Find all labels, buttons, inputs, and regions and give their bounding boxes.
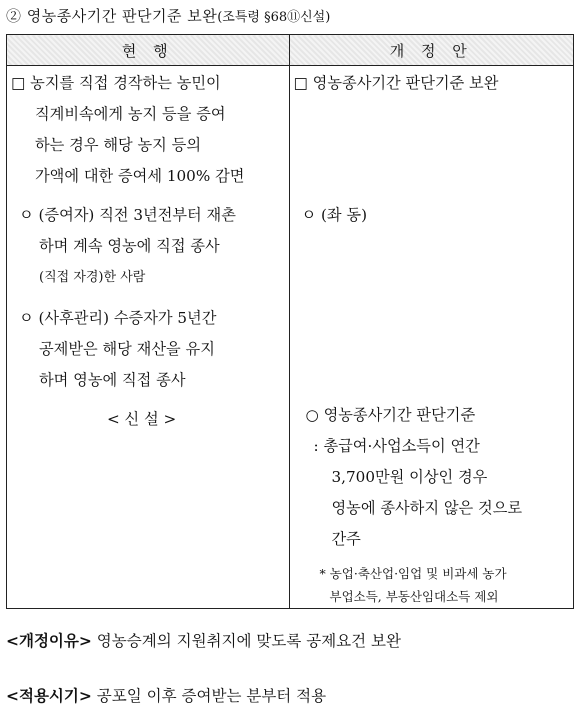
proposed-item-3: [306, 400, 523, 555]
section-title: [6, 5, 330, 26]
revision-reason: [6, 629, 401, 651]
proposed-item-2: [302, 200, 368, 231]
effective-date-text: 공포일 이후 증여받는 분부터 적용: [91, 687, 327, 705]
current-item-1-line: 가액에 대한 증여세 100% 감면: [35, 167, 245, 185]
proposed-item-2-line: ㅇ (좌 동): [301, 206, 368, 224]
current-item-2-line: (직접 자경)한 사람: [39, 270, 146, 285]
proposed-item-1: [294, 68, 499, 99]
table-header-row: [7, 35, 574, 66]
proposed-column: [289, 66, 574, 609]
proposed-item-3-line: 간주: [331, 530, 361, 548]
current-item-1-line: □ 농지를 직접 경작하는 농민이: [11, 74, 221, 92]
comparison-table: [6, 34, 574, 609]
current-item-3-line: 하며 영농에 직접 종사: [39, 371, 186, 389]
current-item-3: [19, 303, 216, 396]
current-item-2-line: ㅇ (증여자) 직전 3년전부터 재촌: [19, 206, 236, 224]
table-body-row: [7, 66, 574, 609]
proposed-item-1-line: □ 영농종사기간 판단기준 보완: [293, 74, 499, 92]
header-proposed: 개 정 안: [289, 35, 574, 66]
revision-reason-text: 영농승계의 지원취지에 맞도록 공제요건 보완: [91, 632, 401, 650]
proposed-footnote-line: 부업소득, 부동산임대소득 제외: [329, 589, 499, 604]
current-item-1-line: 직계비속에게 농지 등을 증여: [35, 105, 226, 123]
new-provision-label: [107, 404, 176, 435]
section-title-main: ② 영농종사기간 판단기준 보완: [6, 7, 218, 25]
proposed-item-3-line: 영농에 종사하지 않은 것으로: [331, 499, 523, 517]
current-column: [7, 66, 290, 609]
effective-date-label: <적용시기>: [6, 687, 92, 705]
current-item-3-line: ㅇ (사후관리) 수증자가 5년간: [19, 309, 217, 327]
current-item-2-line: 하며 계속 영농에 직접 종사: [39, 237, 220, 255]
proposed-footnote-line: * 농업·축산업·임업 및 비과세 농가: [319, 566, 507, 581]
proposed-item-3-line: : 총급여·사업소득이 연간: [313, 437, 480, 455]
new-provision-label-text: < 신 설 >: [107, 410, 177, 428]
current-item-1-line: 하는 경우 해당 농지 등의: [35, 136, 202, 154]
header-current: 현 행: [7, 35, 290, 66]
current-item-1: [11, 68, 244, 192]
proposed-footnote: [320, 562, 507, 608]
effective-date: [6, 684, 326, 706]
section-title-ref: (조특령 §68⑪신설): [217, 10, 331, 25]
current-item-3-line: 공제받은 해당 재산을 유지: [39, 340, 215, 358]
current-item-2: [19, 200, 236, 293]
proposed-item-3-line: 3,700만원 이상인 경우: [331, 468, 488, 486]
revision-reason-label: <개정이유>: [6, 632, 92, 650]
proposed-item-3-line: ○ 영농종사기간 판단기준: [305, 406, 476, 424]
